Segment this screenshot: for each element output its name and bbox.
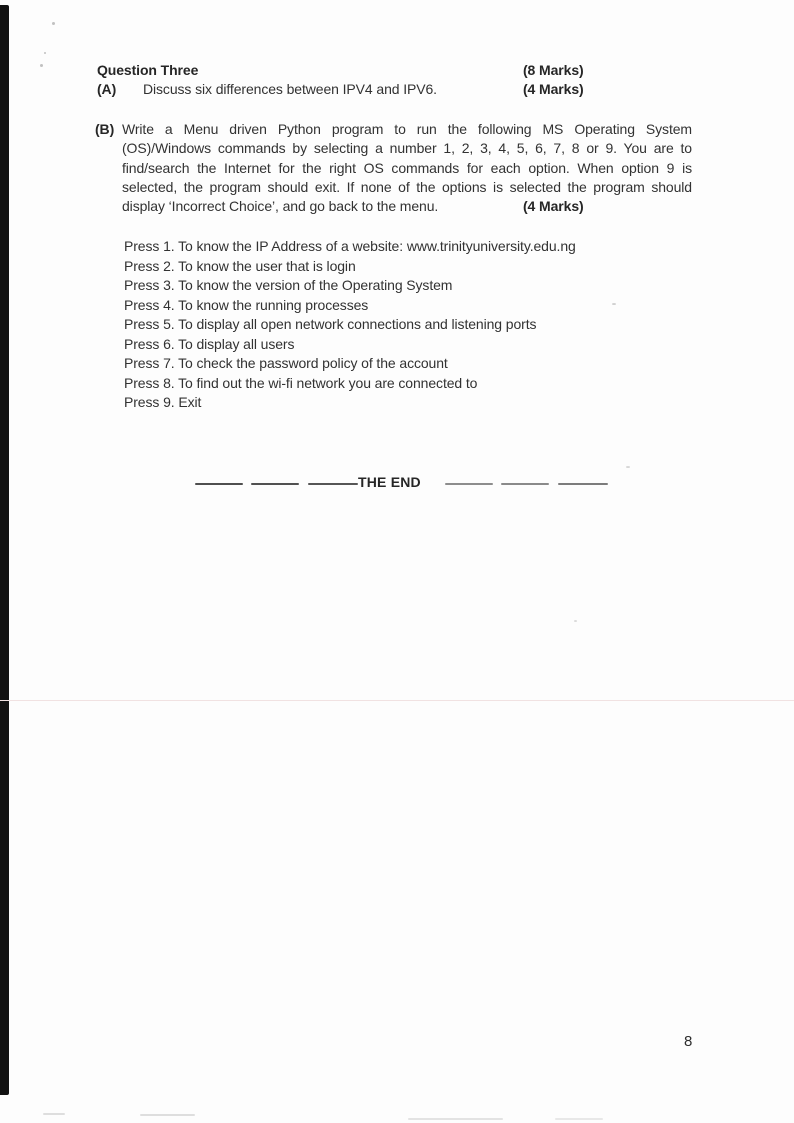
page-number: 8 [684, 1033, 693, 1050]
divider-dash [501, 483, 549, 485]
part-b-line: Write a Menu driven Python program to run the following MS Operating System [122, 121, 692, 137]
scan-speck [626, 466, 630, 468]
scan-smudge [140, 1114, 195, 1116]
divider-dash [445, 483, 493, 485]
the-end-label: THE END [358, 474, 421, 490]
scan-artifact-left-bar [0, 5, 9, 1095]
menu-item: Press 7. To check the password policy of the account [124, 355, 448, 371]
menu-item: Press 1. To know the IP Address of a website: www.trinityuniversity.edu.ng [124, 238, 576, 254]
question-header [97, 61, 692, 99]
scan-speck [44, 52, 46, 54]
question-title-row [97, 61, 692, 80]
part-b-last-line [122, 197, 692, 216]
part-a-label: (A) [97, 81, 117, 97]
scan-fold-line [0, 700, 794, 701]
part-b-line: selected, the program should exit. If none of the options is selected the program should [122, 178, 692, 195]
menu-item: Press 6. To display all users [124, 335, 295, 352]
menu-item: Press 8. To find out the wi-fi network you are connected to [124, 374, 478, 391]
part-b-paragraph [95, 120, 692, 216]
divider-dash [308, 483, 358, 485]
menu-item: Press 4. To know the running processes [124, 296, 369, 313]
menu-list [124, 237, 576, 413]
part-b-line: (OS)/Windows commands by selecting a number 1, 2, 3, 4, 5, 6, 7, 8 or 9. You are to [122, 140, 692, 157]
scan-smudge [408, 1118, 503, 1120]
scan-smudge [555, 1118, 603, 1120]
menu-item: Press 2. To know the user that is login [124, 257, 356, 274]
divider-dash [251, 483, 299, 485]
part-a-marks: (4 Marks) [523, 81, 584, 97]
menu-item: Press 5. To display all open network connections and listening ports [124, 316, 537, 332]
scan-speck [52, 22, 55, 25]
scan-speck [612, 303, 616, 305]
divider-dash [558, 483, 608, 485]
menu-item: Press 9. Exit [124, 394, 202, 410]
part-b-label: (B) [95, 121, 115, 137]
part-a-text: Discuss six differences between IPV4 and IPV6. [143, 81, 437, 97]
scan-speck [40, 64, 43, 67]
scan-smudge [43, 1113, 65, 1115]
part-b-text [122, 120, 692, 216]
menu-item: Press 3. To know the version of the Operating System [124, 277, 453, 293]
part-b-line: find/search the Internet for the right OS commands for each option. When option 9 is [122, 159, 692, 176]
part-a-row [97, 80, 692, 99]
question-title: Question Three [97, 62, 199, 78]
question-total-marks: (8 Marks) [523, 62, 584, 78]
part-b-last-line-text: display ‘Incorrect Choice’, and go back to the menu. [122, 198, 439, 215]
end-divider [0, 474, 794, 496]
scan-speck [574, 620, 577, 622]
part-b-marks: (4 Marks) [523, 198, 584, 215]
divider-dash [195, 483, 243, 485]
